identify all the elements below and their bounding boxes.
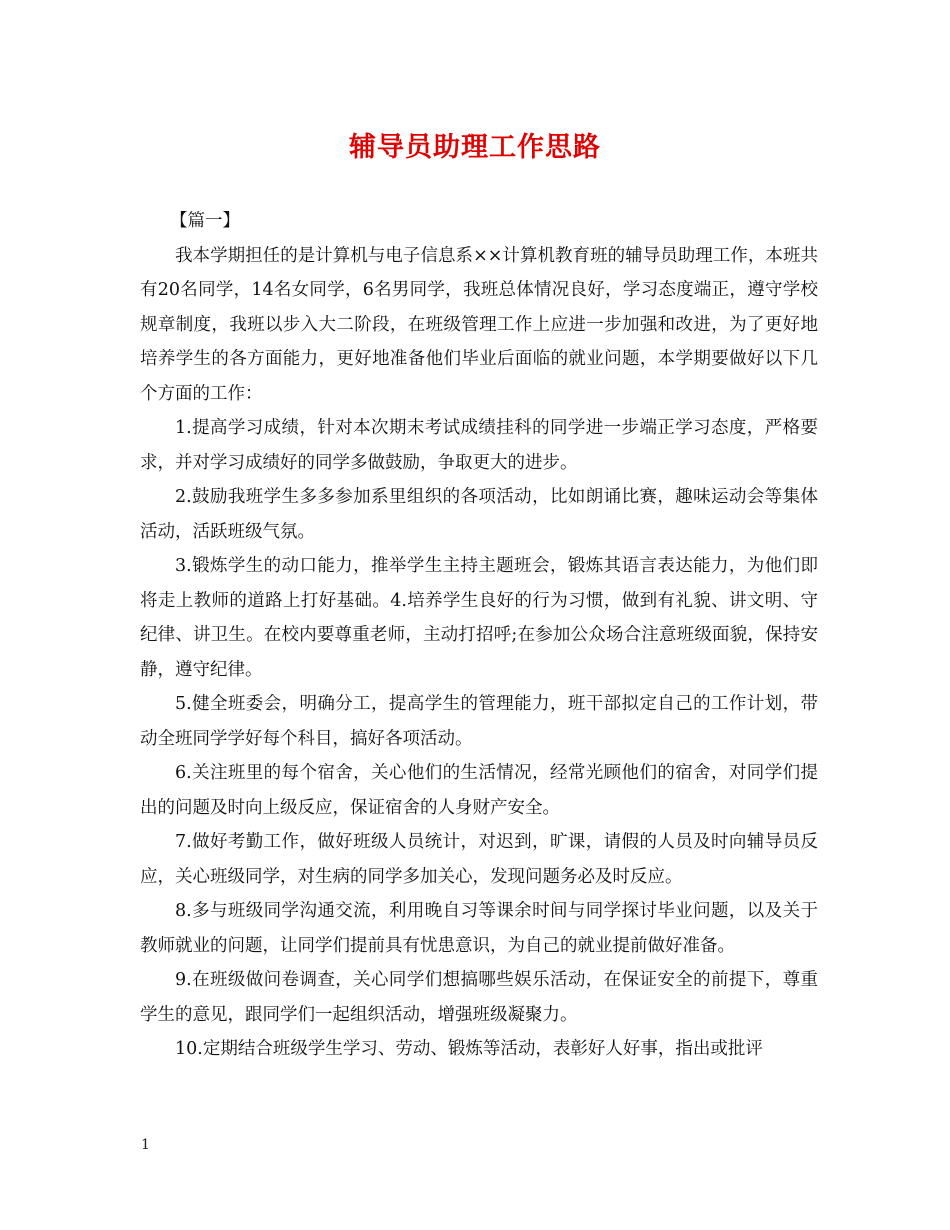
paragraph-item-7: 7.做好考勤工作，做好班级人员统计，对迟到，旷课，请假的人员及时向辅导员反应，关心班级同学，对生病的同学多加关心，发现问题务必及时反应。 xyxy=(140,832,818,887)
paragraph-item-1: 1.提高学习成绩，针对本次期末考试成绩挂科的同学进一步端正学习态度，严格要求，并对学习成绩好的同学多做鼓励，争取更大的进步。 xyxy=(140,418,818,473)
paragraph-item-10: 10.定期结合班级学生学习、劳动、锻炼等活动，表彰好人好事，指出或批评 xyxy=(175,1039,763,1059)
document-body xyxy=(140,204,818,1067)
paragraph-item-8: 8.多与班级同学沟通交流，利用晚自习等课余时间与同学探讨毕业问题，以及关于教师就业的问题，让同学们提前具有忧患意识，为自己的就业提前做好准备。 xyxy=(140,901,818,956)
section-label: 【篇一】 xyxy=(170,211,240,231)
paragraph-item-9: 9.在班级做问卷调查，关心同学们想搞哪些娱乐活动，在保证安全的前提下，尊重学生的意见，跟同学们一起组织活动，增强班级凝聚力。 xyxy=(140,970,818,1025)
paragraph-item-6: 6.关注班里的每个宿舍，关心他们的生活情况，经常光顾他们的宿舍，对同学们提出的问题及时向上级反应，保证宿舍的人身财产安全。 xyxy=(140,763,818,818)
paragraph-intro: 我本学期担任的是计算机与电子信息系××计算机教育班的辅导员助理工作，本班共有20名同学，14名女同学，6名男同学，我班总体情况良好，学习态度端正，遵守学校规章制度，我班以步入大二阶段，在班级管理工作上应进一步加强和改进，为了更好地培养学生的各方面能力，更好地准备他们毕业后面临的就业问题，本学期要做好以下几个方面的工作： xyxy=(140,245,818,404)
page-number: 1 xyxy=(141,1137,150,1153)
paragraph-item-3-4: 3.锻炼学生的动口能力，推举学生主持主题班会，锻炼其语言表达能力，为他们即将走上教师的道路上打好基础。4.培养学生良好的行为习惯，做到有礼貌、讲文明、守纪律、讲卫生。在校内要尊重老师，主动打招呼;在参加公众场合注意班级面貌，保持安静，遵守纪律。 xyxy=(140,556,818,680)
paragraph-item-5: 5.健全班委会，明确分工，提高学生的管理能力，班干部拟定自己的工作计划，带动全班同学学好每个科目，搞好各项活动。 xyxy=(140,694,818,749)
document-title: 辅导员助理工作思路 xyxy=(349,132,601,163)
paragraph-item-2: 2.鼓励我班学生多多参加系里组织的各项活动，比如朗诵比赛，趣味运动会等集体活动，活跃班级气氛。 xyxy=(140,487,818,542)
